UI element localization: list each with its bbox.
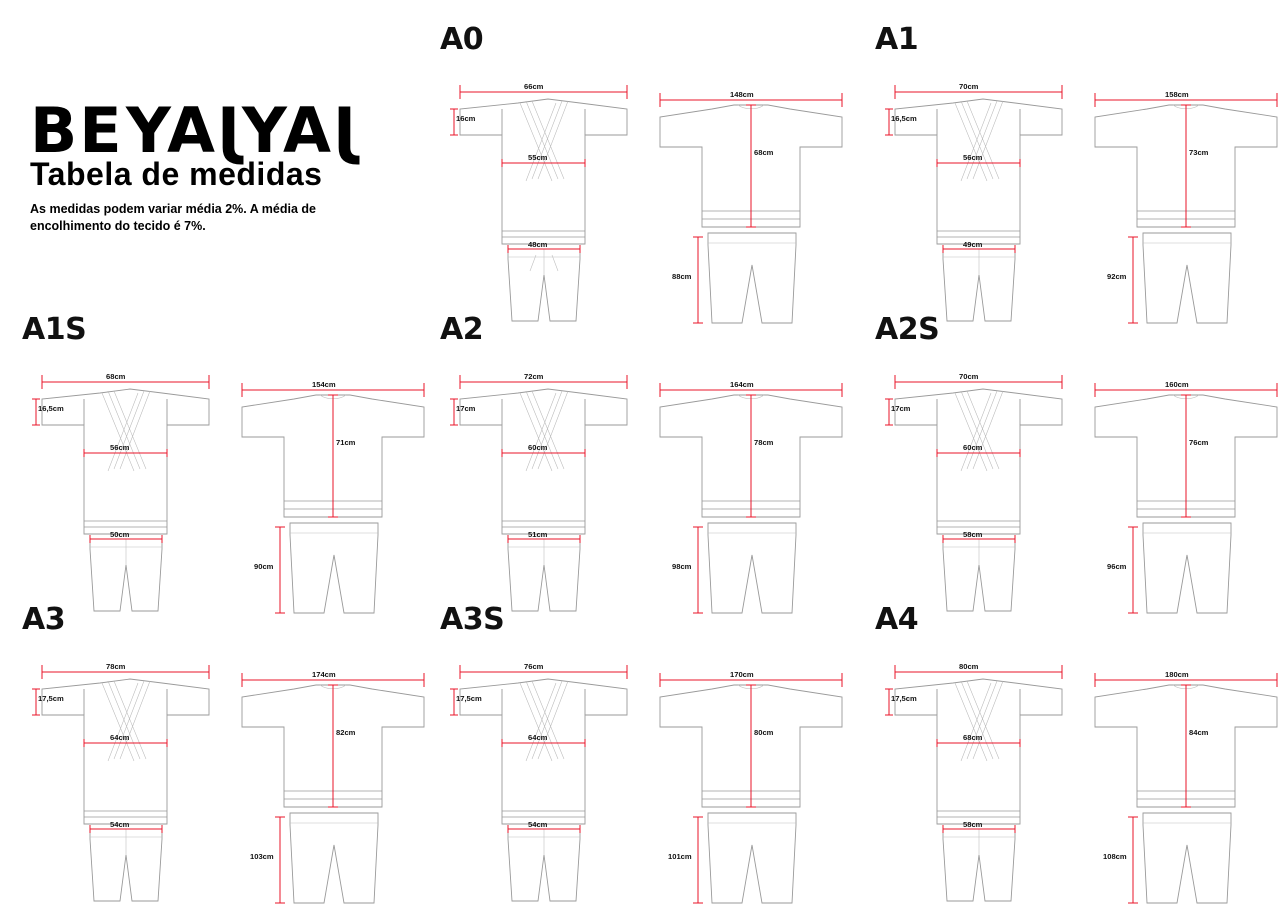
brand-logo-mirrored: JAYJAY xyxy=(123,94,356,167)
front-view-svg xyxy=(22,349,222,617)
front-view xyxy=(440,59,640,327)
front-view-svg xyxy=(440,59,640,327)
dim-wingspan: 160cm xyxy=(1165,380,1189,389)
size-cell-a0 xyxy=(440,22,850,327)
size-title: A3 xyxy=(22,602,66,637)
back-view xyxy=(1085,639,1280,907)
brand-block xyxy=(30,94,420,235)
dim-pants-length: 101cm xyxy=(668,852,692,861)
dim-shoulder: 72cm xyxy=(524,372,544,381)
dim-pants-length: 92cm xyxy=(1107,272,1127,281)
dim-shoulder: 78cm xyxy=(106,662,126,671)
dim-pants-length: 98cm xyxy=(672,562,692,571)
dim-wingspan: 148cm xyxy=(730,90,754,99)
dim-chest: 60cm xyxy=(528,443,548,452)
front-view xyxy=(875,59,1075,327)
dim-wingspan: 174cm xyxy=(312,670,336,679)
back-view xyxy=(232,639,432,907)
dim-jacket-length: 84cm xyxy=(1189,728,1209,737)
front-view-svg xyxy=(440,639,640,907)
dim-shoulder: 80cm xyxy=(959,662,979,671)
dim-chest: 56cm xyxy=(963,153,983,162)
dim-jacket-length: 80cm xyxy=(754,728,774,737)
dim-waist: 49cm xyxy=(963,240,983,249)
measurement-note: As medidas podem variar média 2%. A média de encolhimento do tecido é 7%. xyxy=(30,202,316,233)
size-diagram xyxy=(22,639,432,907)
back-view-svg xyxy=(650,349,850,617)
dim-waist: 54cm xyxy=(528,820,548,829)
size-cell-a1s xyxy=(22,312,432,617)
dim-wingspan: 180cm xyxy=(1165,670,1189,679)
dim-jacket-length: 68cm xyxy=(754,148,774,157)
dim-waist: 48cm xyxy=(528,240,548,249)
back-view-svg xyxy=(1085,349,1280,617)
back-view-svg xyxy=(1085,59,1280,327)
front-view xyxy=(440,349,640,617)
size-cell-a4 xyxy=(875,602,1280,907)
dim-waist: 54cm xyxy=(110,820,130,829)
front-view-svg xyxy=(875,59,1075,327)
front-view xyxy=(22,349,222,617)
dim-pants-length: 90cm xyxy=(254,562,274,571)
size-diagram xyxy=(22,349,432,617)
front-view xyxy=(875,639,1075,907)
size-cell-a2s xyxy=(875,312,1280,617)
dim-shoulder: 70cm xyxy=(959,82,979,91)
back-view-svg xyxy=(232,639,432,907)
size-title: A1S xyxy=(22,312,87,347)
back-view-svg xyxy=(1085,639,1280,907)
dim-collar: 17cm xyxy=(891,404,911,413)
dim-collar: 17cm xyxy=(456,404,476,413)
size-diagram xyxy=(440,59,850,327)
front-view xyxy=(22,639,222,907)
dim-pants-length: 103cm xyxy=(250,852,274,861)
dim-pants-length: 96cm xyxy=(1107,562,1127,571)
back-view-svg xyxy=(650,639,850,907)
size-title: A1 xyxy=(875,22,919,57)
page-title: Tabela de medidas xyxy=(30,156,323,192)
size-cell-a1 xyxy=(875,22,1280,327)
front-view xyxy=(440,639,640,907)
dim-collar: 17,5cm xyxy=(38,694,64,703)
front-view-svg xyxy=(875,639,1075,907)
dim-chest: 64cm xyxy=(528,733,548,742)
size-title: A2S xyxy=(875,312,940,347)
dim-waist: 58cm xyxy=(963,820,983,829)
dim-chest: 68cm xyxy=(963,733,983,742)
brand-logo xyxy=(30,94,420,167)
dim-waist: 58cm xyxy=(963,530,983,539)
front-view-svg xyxy=(22,639,222,907)
front-view-svg xyxy=(440,349,640,617)
dim-wingspan: 170cm xyxy=(730,670,754,679)
dim-collar: 17,5cm xyxy=(456,694,482,703)
dim-collar: 17,5cm xyxy=(891,694,917,703)
dim-wingspan: 158cm xyxy=(1165,90,1189,99)
size-title: A4 xyxy=(875,602,919,637)
front-view-svg xyxy=(875,349,1075,617)
back-view-svg xyxy=(232,349,432,617)
dim-waist: 51cm xyxy=(528,530,548,539)
dim-jacket-length: 71cm xyxy=(336,438,356,447)
size-cell-a2 xyxy=(440,312,850,617)
dim-waist: 50cm xyxy=(110,530,130,539)
dim-shoulder: 66cm xyxy=(524,82,544,91)
back-view xyxy=(650,59,850,327)
dim-wingspan: 154cm xyxy=(312,380,336,389)
size-cell-a3s xyxy=(440,602,850,907)
dim-chest: 56cm xyxy=(110,443,130,452)
size-diagram xyxy=(440,639,850,907)
back-view xyxy=(232,349,432,617)
dim-shoulder: 76cm xyxy=(524,662,544,671)
dim-shoulder: 68cm xyxy=(106,372,126,381)
size-title: A3S xyxy=(440,602,505,637)
back-view xyxy=(650,639,850,907)
dim-chest: 64cm xyxy=(110,733,130,742)
dim-pants-length: 88cm xyxy=(672,272,692,281)
brand-logo-left: BE xyxy=(30,94,124,167)
size-title: A2 xyxy=(440,312,484,347)
back-view xyxy=(1085,349,1280,617)
dim-collar: 16,5cm xyxy=(891,114,917,123)
front-view xyxy=(875,349,1075,617)
dim-chest: 60cm xyxy=(963,443,983,452)
back-view xyxy=(650,349,850,617)
dim-shoulder: 70cm xyxy=(959,372,979,381)
size-diagram xyxy=(875,639,1280,907)
dim-pants-length: 108cm xyxy=(1103,852,1127,861)
size-diagram xyxy=(440,349,850,617)
dim-jacket-length: 73cm xyxy=(1189,148,1209,157)
dim-collar: 16cm xyxy=(456,114,476,123)
back-view xyxy=(1085,59,1280,327)
dim-chest: 55cm xyxy=(528,153,548,162)
size-cell-a3 xyxy=(22,602,432,907)
size-diagram xyxy=(875,59,1280,327)
dim-collar: 16,5cm xyxy=(38,404,64,413)
dim-jacket-length: 76cm xyxy=(1189,438,1209,447)
dim-jacket-length: 82cm xyxy=(336,728,356,737)
dim-wingspan: 164cm xyxy=(730,380,754,389)
back-view-svg xyxy=(650,59,850,327)
size-diagram xyxy=(875,349,1280,617)
dim-jacket-length: 78cm xyxy=(754,438,774,447)
size-title: A0 xyxy=(440,22,484,57)
